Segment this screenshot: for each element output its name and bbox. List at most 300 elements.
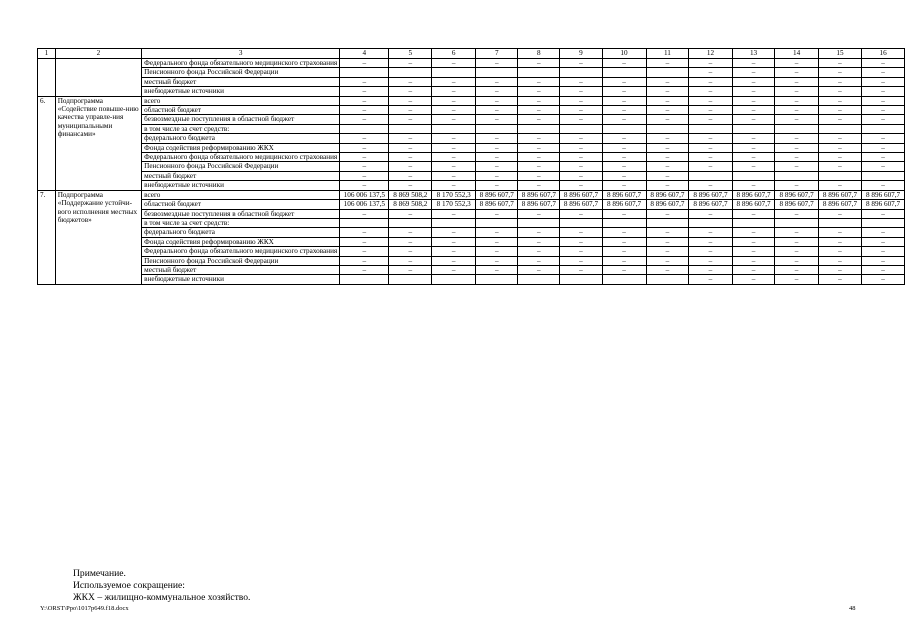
value-cell: – — [775, 265, 818, 274]
value-cell: – — [818, 106, 861, 115]
value-cell: – — [818, 265, 861, 274]
value-cell — [340, 68, 389, 77]
value-cell — [732, 218, 775, 227]
value-cell: – — [689, 237, 732, 246]
value-cell — [340, 218, 389, 227]
value-cell: – — [432, 77, 476, 86]
value-cell: 8 896 607,7 — [602, 200, 646, 209]
value-cell: – — [560, 134, 602, 143]
value-cell: – — [560, 115, 602, 124]
value-cell: – — [518, 265, 560, 274]
value-cell: – — [340, 247, 389, 256]
value-cell: 8 869 508,2 — [389, 200, 432, 209]
value-cell: – — [818, 209, 861, 218]
value-cell: – — [432, 134, 476, 143]
value-cell: – — [646, 171, 689, 180]
value-cell: – — [732, 106, 775, 115]
column-number-header: 12 — [689, 49, 732, 59]
table-row — [38, 115, 905, 124]
table-row — [38, 209, 905, 218]
value-cell: – — [689, 134, 732, 143]
column-number-header: 11 — [646, 49, 689, 59]
value-cell: – — [432, 181, 476, 190]
value-cell: – — [689, 143, 732, 152]
program-name: Подпрограмма «Содействие повыше-нию качества управле-ния муниципальными финансами» — [55, 96, 141, 190]
value-cell: – — [732, 209, 775, 218]
value-cell: – — [818, 237, 861, 246]
value-cell: – — [732, 134, 775, 143]
value-cell: 8 896 607,7 — [476, 200, 518, 209]
value-cell: – — [432, 237, 476, 246]
funding-source: в том числе за счет средств: — [142, 124, 340, 133]
value-cell: – — [646, 115, 689, 124]
program-number — [38, 59, 56, 97]
value-cell — [862, 124, 905, 133]
value-cell: – — [389, 153, 432, 162]
value-cell: – — [476, 153, 518, 162]
table-row — [38, 143, 905, 152]
value-cell: 8 896 607,7 — [646, 190, 689, 199]
value-cell: – — [862, 87, 905, 96]
value-cell: – — [389, 247, 432, 256]
value-cell: – — [732, 265, 775, 274]
value-cell: 8 869 508,2 — [389, 190, 432, 199]
value-cell: – — [732, 96, 775, 105]
column-number-header: 10 — [602, 49, 646, 59]
value-cell: – — [646, 265, 689, 274]
value-cell — [518, 275, 560, 284]
value-cell: – — [775, 143, 818, 152]
column-number-header: 15 — [818, 49, 861, 59]
value-cell — [340, 275, 389, 284]
value-cell: – — [689, 162, 732, 171]
value-cell: – — [389, 59, 432, 68]
value-cell: – — [476, 143, 518, 152]
funding-source: Фонда содействия реформированию ЖКХ — [142, 237, 340, 246]
value-cell: – — [862, 228, 905, 237]
value-cell: – — [862, 134, 905, 143]
table-row — [38, 162, 905, 171]
value-cell: – — [602, 237, 646, 246]
value-cell — [518, 124, 560, 133]
column-number-header: 4 — [340, 49, 389, 59]
funding-source: внебюджетные источники — [142, 275, 340, 284]
value-cell: – — [862, 153, 905, 162]
value-cell: – — [775, 106, 818, 115]
value-cell: – — [340, 153, 389, 162]
value-cell: – — [476, 134, 518, 143]
value-cell: – — [476, 171, 518, 180]
value-cell: – — [476, 247, 518, 256]
value-cell: – — [560, 96, 602, 105]
value-cell: – — [476, 228, 518, 237]
value-cell: – — [646, 228, 689, 237]
value-cell: – — [732, 237, 775, 246]
value-cell: – — [689, 181, 732, 190]
value-cell: – — [732, 77, 775, 86]
value-cell — [476, 275, 518, 284]
value-cell: – — [818, 228, 861, 237]
value-cell: – — [602, 143, 646, 152]
value-cell — [689, 124, 732, 133]
funding-source: Федерального фонда обязательного медицинского страхования — [142, 153, 340, 162]
value-cell: – — [389, 265, 432, 274]
value-cell: – — [818, 87, 861, 96]
table-row — [38, 134, 905, 143]
value-cell: – — [646, 59, 689, 68]
value-cell: – — [862, 275, 905, 284]
value-cell: – — [732, 181, 775, 190]
value-cell — [689, 218, 732, 227]
value-cell: – — [689, 96, 732, 105]
value-cell: – — [602, 87, 646, 96]
value-cell: – — [432, 87, 476, 96]
column-number-header: 2 — [55, 49, 141, 59]
value-cell: – — [340, 59, 389, 68]
value-cell: – — [389, 171, 432, 180]
value-cell: – — [775, 247, 818, 256]
value-cell: – — [646, 87, 689, 96]
value-cell: 8 170 552,3 — [432, 200, 476, 209]
value-cell: – — [432, 228, 476, 237]
value-cell: – — [560, 181, 602, 190]
value-cell: – — [732, 87, 775, 96]
funding-source: местный бюджет — [142, 77, 340, 86]
value-cell: – — [340, 171, 389, 180]
value-cell: – — [689, 247, 732, 256]
note-abbrev-text: ЖКХ – жилищно-коммунальное хозяйство. — [73, 592, 251, 603]
funding-source: безвозмездные поступления в областной бюджет — [142, 115, 340, 124]
value-cell: – — [389, 77, 432, 86]
value-cell: – — [560, 247, 602, 256]
value-cell: – — [775, 181, 818, 190]
value-cell — [476, 218, 518, 227]
value-cell: – — [646, 134, 689, 143]
value-cell: – — [389, 87, 432, 96]
value-cell: – — [602, 162, 646, 171]
value-cell: – — [602, 265, 646, 274]
value-cell — [602, 124, 646, 133]
funding-source: в том числе за счет средств: — [142, 218, 340, 227]
value-cell: – — [775, 256, 818, 265]
note-title: Примечание. — [73, 568, 126, 579]
value-cell: – — [775, 59, 818, 68]
value-cell: – — [775, 68, 818, 77]
value-cell: – — [560, 209, 602, 218]
value-cell — [862, 218, 905, 227]
value-cell: – — [862, 77, 905, 86]
value-cell: – — [389, 143, 432, 152]
table-row — [38, 237, 905, 246]
value-cell: – — [862, 115, 905, 124]
value-cell: – — [818, 115, 861, 124]
table-row — [38, 275, 905, 284]
value-cell: – — [646, 96, 689, 105]
value-cell: – — [732, 275, 775, 284]
value-cell: – — [818, 134, 861, 143]
value-cell: – — [476, 59, 518, 68]
table-row — [38, 218, 905, 227]
value-cell: – — [518, 153, 560, 162]
value-cell: – — [340, 181, 389, 190]
value-cell: – — [602, 181, 646, 190]
column-number-header: 9 — [560, 49, 602, 59]
value-cell: 8 896 607,7 — [560, 200, 602, 209]
value-cell: – — [560, 153, 602, 162]
value-cell: – — [518, 209, 560, 218]
value-cell — [732, 171, 775, 180]
value-cell: – — [518, 77, 560, 86]
value-cell: – — [602, 153, 646, 162]
value-cell: – — [602, 77, 646, 86]
value-cell: – — [602, 171, 646, 180]
value-cell: – — [818, 68, 861, 77]
value-cell: – — [389, 256, 432, 265]
value-cell: 8 896 607,7 — [689, 190, 732, 199]
value-cell: – — [818, 247, 861, 256]
table-row — [38, 59, 905, 68]
budget-table — [37, 48, 905, 285]
value-cell: – — [689, 265, 732, 274]
value-cell: – — [646, 143, 689, 152]
value-cell: – — [518, 228, 560, 237]
value-cell — [818, 124, 861, 133]
value-cell — [560, 68, 602, 77]
value-cell: 8 896 607,7 — [818, 200, 861, 209]
value-cell — [775, 218, 818, 227]
value-cell — [646, 68, 689, 77]
value-cell: – — [476, 106, 518, 115]
table-row — [38, 153, 905, 162]
funding-source: Пенсионного фонда Российской Федерации — [142, 68, 340, 77]
value-cell — [340, 124, 389, 133]
value-cell: – — [560, 59, 602, 68]
table-row — [38, 200, 905, 209]
funding-source: Пенсионного фонда Российской Федерации — [142, 256, 340, 265]
value-cell: – — [862, 96, 905, 105]
value-cell: – — [476, 265, 518, 274]
value-cell: – — [432, 256, 476, 265]
value-cell: – — [775, 275, 818, 284]
value-cell: – — [862, 181, 905, 190]
column-number-header: 3 — [142, 49, 340, 59]
value-cell: – — [389, 106, 432, 115]
column-number-header: 13 — [732, 49, 775, 59]
program-name: Подпрограмма «Поддержание устойчи-вого исполнения местных бюджетов» — [55, 190, 141, 284]
value-cell: – — [862, 68, 905, 77]
value-cell: – — [518, 59, 560, 68]
value-cell: – — [560, 162, 602, 171]
value-cell: – — [646, 162, 689, 171]
value-cell — [818, 218, 861, 227]
value-cell: – — [560, 237, 602, 246]
value-cell: – — [340, 265, 389, 274]
value-cell: – — [689, 256, 732, 265]
value-cell: – — [862, 59, 905, 68]
value-cell: – — [518, 181, 560, 190]
column-number-header: 14 — [775, 49, 818, 59]
table-row — [38, 181, 905, 190]
value-cell: 106 006 137,5 — [340, 200, 389, 209]
value-cell — [389, 124, 432, 133]
table-row — [38, 265, 905, 274]
table-row — [38, 77, 905, 86]
value-cell: – — [476, 256, 518, 265]
table-row — [38, 68, 905, 77]
value-cell: – — [862, 237, 905, 246]
value-cell: – — [432, 171, 476, 180]
value-cell: – — [862, 247, 905, 256]
funding-source: Федерального фонда обязательного медицинского страхования — [142, 247, 340, 256]
value-cell: 8 170 552,3 — [432, 190, 476, 199]
value-cell: – — [775, 228, 818, 237]
value-cell: – — [818, 162, 861, 171]
value-cell: – — [818, 96, 861, 105]
table-row — [38, 228, 905, 237]
column-number-header: 7 — [476, 49, 518, 59]
value-cell — [775, 124, 818, 133]
value-cell: – — [476, 181, 518, 190]
value-cell — [476, 124, 518, 133]
table-row — [38, 256, 905, 265]
value-cell: – — [732, 59, 775, 68]
value-cell: – — [560, 106, 602, 115]
value-cell: – — [862, 162, 905, 171]
value-cell: – — [560, 256, 602, 265]
value-cell: – — [432, 265, 476, 274]
value-cell: – — [432, 106, 476, 115]
value-cell: – — [689, 228, 732, 237]
value-cell — [560, 124, 602, 133]
value-cell: – — [862, 265, 905, 274]
value-cell: 8 896 607,7 — [732, 200, 775, 209]
program-number: 7. — [38, 190, 56, 284]
value-cell: – — [732, 115, 775, 124]
value-cell: – — [775, 77, 818, 86]
value-cell: – — [818, 181, 861, 190]
funding-source: федерального бюджета — [142, 228, 340, 237]
funding-source: внебюджетные источники — [142, 87, 340, 96]
footer-file-path: Y:\ORST\Ppo\1017p649.f18.docx — [40, 605, 129, 612]
value-cell — [689, 171, 732, 180]
value-cell: – — [818, 275, 861, 284]
value-cell: – — [775, 237, 818, 246]
funding-source: безвозмездные поступления в областной бюджет — [142, 209, 340, 218]
value-cell: – — [560, 77, 602, 86]
value-cell: – — [732, 162, 775, 171]
value-cell: – — [732, 256, 775, 265]
value-cell — [646, 218, 689, 227]
value-cell — [646, 124, 689, 133]
value-cell — [862, 171, 905, 180]
value-cell — [732, 124, 775, 133]
table-row — [38, 96, 905, 105]
value-cell: – — [689, 153, 732, 162]
value-cell: – — [340, 134, 389, 143]
value-cell — [432, 275, 476, 284]
value-cell: – — [646, 106, 689, 115]
value-cell: – — [432, 96, 476, 105]
value-cell: – — [862, 143, 905, 152]
value-cell: 8 896 607,7 — [518, 190, 560, 199]
value-cell: – — [602, 96, 646, 105]
value-cell: – — [476, 209, 518, 218]
value-cell: – — [518, 256, 560, 265]
value-cell: – — [689, 209, 732, 218]
funding-source: местный бюджет — [142, 265, 340, 274]
value-cell: 8 896 607,7 — [518, 200, 560, 209]
value-cell: – — [518, 237, 560, 246]
value-cell: – — [340, 143, 389, 152]
funding-source: местный бюджет — [142, 171, 340, 180]
value-cell: – — [689, 59, 732, 68]
value-cell: – — [775, 96, 818, 105]
note-abbrev-heading: Используемое сокращение: — [73, 580, 185, 591]
value-cell: – — [340, 162, 389, 171]
value-cell: – — [389, 96, 432, 105]
value-cell: – — [646, 237, 689, 246]
value-cell: – — [340, 106, 389, 115]
value-cell: – — [689, 68, 732, 77]
value-cell: 8 896 607,7 — [646, 200, 689, 209]
value-cell: – — [646, 209, 689, 218]
value-cell — [518, 218, 560, 227]
value-cell: – — [476, 87, 518, 96]
value-cell: – — [476, 162, 518, 171]
value-cell: – — [340, 237, 389, 246]
funding-source: Пенсионного фонда Российской Федерации — [142, 162, 340, 171]
value-cell: – — [775, 209, 818, 218]
value-cell: – — [432, 59, 476, 68]
value-cell: – — [775, 162, 818, 171]
header-row — [38, 49, 905, 59]
value-cell: – — [340, 115, 389, 124]
value-cell: – — [732, 68, 775, 77]
funding-source: областной бюджет — [142, 200, 340, 209]
value-cell: – — [862, 256, 905, 265]
value-cell: 8 896 607,7 — [732, 190, 775, 199]
value-cell: – — [732, 228, 775, 237]
program-number: 6. — [38, 96, 56, 190]
value-cell: 8 896 607,7 — [476, 190, 518, 199]
column-number-header: 8 — [518, 49, 560, 59]
value-cell: 8 896 607,7 — [862, 190, 905, 199]
value-cell: – — [862, 209, 905, 218]
footer-page-number: 48 — [849, 605, 856, 612]
value-cell: – — [476, 115, 518, 124]
value-cell — [560, 275, 602, 284]
value-cell: – — [340, 77, 389, 86]
value-cell: – — [646, 256, 689, 265]
value-cell: – — [689, 275, 732, 284]
value-cell: – — [818, 153, 861, 162]
value-cell: – — [732, 153, 775, 162]
value-cell: – — [340, 209, 389, 218]
value-cell: – — [602, 106, 646, 115]
value-cell: – — [646, 153, 689, 162]
value-cell — [476, 68, 518, 77]
table-row — [38, 247, 905, 256]
value-cell: 8 896 607,7 — [775, 200, 818, 209]
value-cell — [389, 218, 432, 227]
value-cell: – — [560, 265, 602, 274]
value-cell — [602, 275, 646, 284]
value-cell: – — [432, 247, 476, 256]
value-cell: – — [518, 247, 560, 256]
value-cell: – — [432, 162, 476, 171]
column-number-header: 16 — [862, 49, 905, 59]
value-cell: – — [775, 134, 818, 143]
